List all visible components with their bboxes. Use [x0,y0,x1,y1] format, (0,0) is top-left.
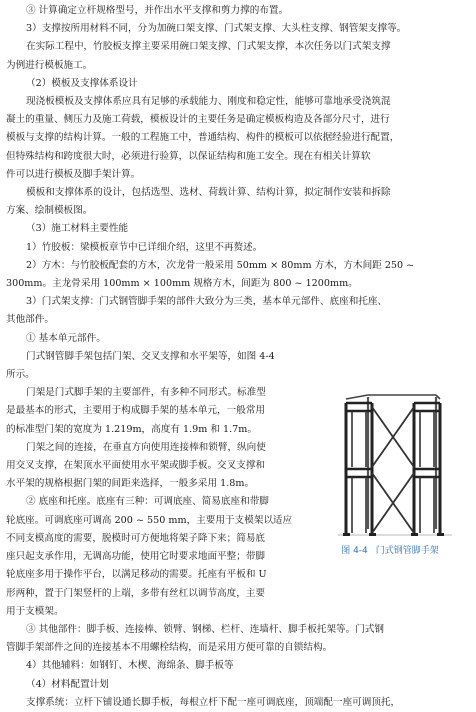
text-line: 的标准型门架的宽度为 1.219m，高度有 1.9m 和 1.7m。 [6,423,257,435]
text-line: 2）方木：与竹胶板配套的方木，次龙骨一般采用 50mm × 80mm 方木，方木间距 250 ~ [26,259,415,271]
text-line: ② 底座和托座。底座有三种：可调底座、简易底座和带脚 [26,496,269,508]
text-line: 轮底座。可调底座可调高 200 ~ 550 mm，主要用于支模架以适应 [6,514,293,526]
text-line: 模板和支撑体系的设计，包括选型、选材、荷载计算、结构计算，拟定制作安装和拆除 [26,187,391,199]
text-line: 在实际工程中，竹胶板支撑主要采用碗口架支撑、门式架支撑，本次任务以门式架支撑 [26,41,391,53]
text-line: 但特殊结构和跨度很大时，必须进行验算，以保证结构和施工安全。现在有相关计算软 [6,150,371,162]
text-line: 是最基本的形式，主要用于构成脚手架的基本单元，一般常用 [6,405,266,417]
text-line: 用于支模架。 [6,605,64,617]
figure-title: 门式钢管脚手架 [375,546,439,557]
text-block-top [6,2,468,384]
door-frame-scaffold-image [324,389,464,541]
text-line: 门架是门式脚手架的主要部件，有多种不同形式。标准型 [26,387,266,399]
text-line: 轮底座多用于操作平台，以满足移动的需要。托座有平板和 U [6,569,267,581]
text-line: 形两种，置于门架竖杆的上端，多带有丝杠以调节高度，主要 [6,587,266,599]
text-line: 凝土的重量、侧压力及施工荷载，模板设计的主要任务是确定模板构造及各部分尺寸，进行 [6,114,390,126]
text-line: （4）材料配置计划 [26,678,109,690]
figure-caption [324,543,464,556]
text-line: 件可以进行模板及脚手架计算。 [6,168,141,180]
document-page [6,2,468,712]
text-line: 现浇板模板及支撑体系应具有足够的承载能力、刚度和稳定性，能够可靠地承受浇筑混 [26,96,391,108]
text-block-bottom [6,621,468,712]
figure-4-4 [324,389,464,556]
text-line: 3）门式架支撑：门式钢管脚手架的部件大致分为三类，基本单元部件、底座和托座、 [26,296,388,308]
text-line: 1）竹胶板：梁模板章节中已详细介绍，这里不再赘述。 [26,241,263,253]
text-line: 用交叉支撑，在架顶水平面使用水平架或脚手板。交叉支撑和 [6,460,266,472]
text-line: 3）支撑按所用材料不同，分为加碗口架支撑、门式架支撑、大头柱支撑、钢管架支撑等。 [26,23,407,35]
text-line: （3）施工材料主要性能 [26,223,129,235]
text-line: 其他部件。 [6,314,54,326]
text-line: 所示。 [6,369,35,381]
text-line: 水平架的规格根据门架的间距来选择，一般多采用 1.8m。 [6,478,255,490]
text-line: 为例进行模板施工。 [6,59,93,71]
text-line: 管脚手架部件之间的连接基本不用螺栓结构，而是采用方便可靠的自锁结构。 [6,642,333,654]
text-line: ① 基本单元部件。 [26,332,106,344]
text-line: 支撑系统：立杆下铺设通长脚手板，每根立杆下配一座可调底座，顶端配一座可调顶托， [26,696,401,708]
text-line: 4）其他辅料：如钢钉、木楔、海绵条、脚手板等 [26,660,234,672]
text-line: 300mm。主龙骨采用 100mm × 100mm 规格方木，间距为 800 ~ 1200mm。 [6,278,358,290]
text-line: 座只起支承作用，无调高功能，使用它时要求地面平整；带脚 [6,551,266,563]
text-line: 方案、绘制模板图。 [6,205,93,217]
figure-label: 图 4-4 [341,546,368,557]
text-block-left [6,384,306,621]
text-line: 不同支模高度的需要，脱模时可方便地将架子降下来；简易底 [6,532,266,544]
text-line: ③ 其他部件：脚手板、连接棒、锁臂、钢梯、栏杆、连墙杆、脚手板托架等。门式钢 [26,623,385,635]
text-line: （2）模板及支撑体系设计 [26,77,138,89]
text-line: 门式钢管脚手架包括门架、交叉支撑和水平架等，如图 4-4 [26,350,275,362]
text-line: ③ 计算确定立杆规格型号，并作出水平支撑和剪力撑的布置。 [26,5,289,16]
text-line: 模板与支撑的结构计算。一般的工程施工中，普通结构、构件的模板可以依据经验进行配置， [6,132,400,144]
text-line: 门架之间的连接，在垂直方向使用连接棒和锁臂，纵向使 [26,441,266,453]
figure-wrap-section [6,384,468,621]
